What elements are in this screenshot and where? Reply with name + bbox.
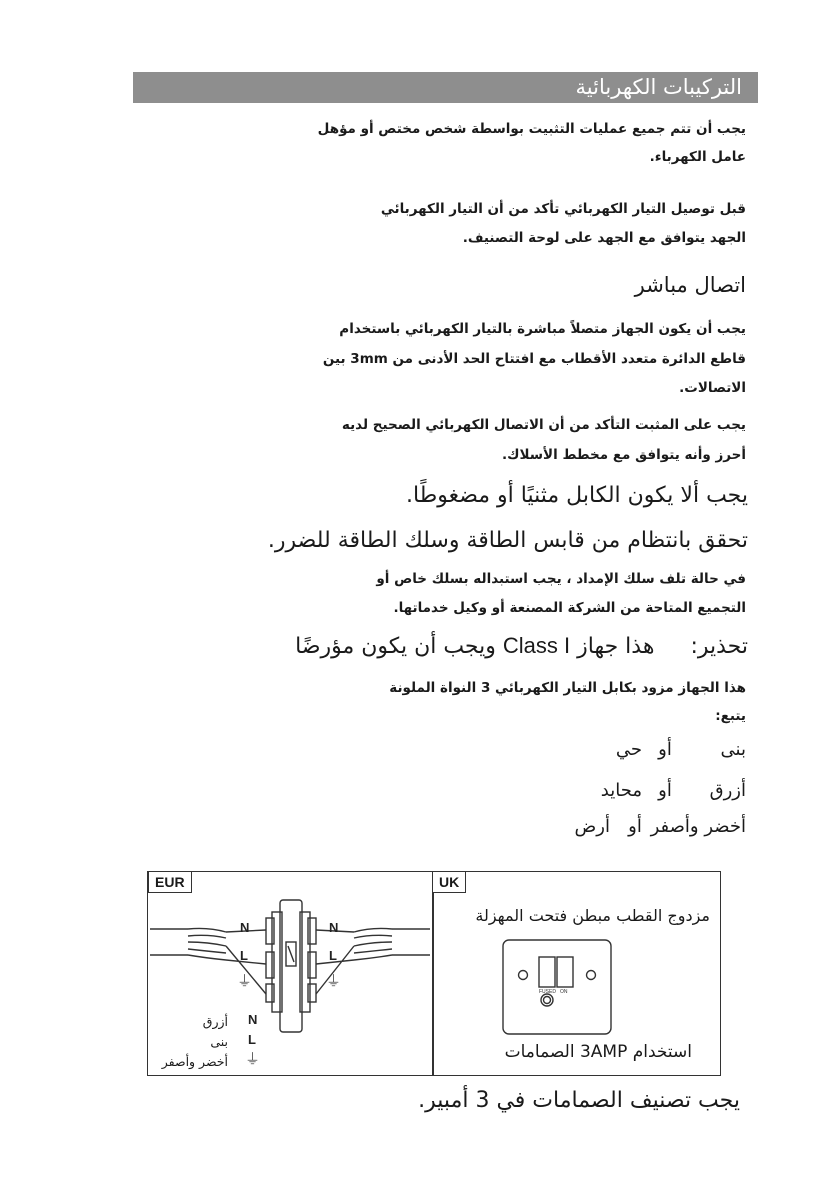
eur-label: EUR (148, 872, 192, 893)
wire-row-brown (616, 739, 746, 760)
wire-or: أو (658, 739, 672, 760)
eur-left-l: L (240, 948, 248, 963)
legend-green-yellow: أخضر وأصفر (161, 1054, 228, 1069)
legend-earth: ⏚ (245, 1051, 261, 1068)
warning-line (295, 633, 748, 659)
eur-legend (144, 1012, 228, 1072)
eur-right-n: N (329, 920, 339, 935)
damage-line-2: التجميع المتاحة من الشركة المصنعة أو وكيل خدماتها. (393, 600, 746, 616)
fused-text: FUSED (539, 989, 556, 995)
legend-blue: أزرق (202, 1014, 228, 1029)
eur-right-l: L (329, 948, 337, 963)
wire-role: أرض (574, 816, 610, 837)
uk-label: UK (432, 872, 466, 893)
legend-n: N (248, 1012, 258, 1027)
fuse-rating-note: يجب تصنيف الصمامات في 3 أمبير. (418, 1088, 740, 1113)
check-line-1: قبل توصيل التيار الكهربائي تأكد من أن التيار الكهربائي (380, 201, 746, 217)
legend-brown: بنى (210, 1034, 228, 1049)
on-text: ON (560, 989, 568, 995)
intro-line-2: عامل الكهرباء. (649, 149, 746, 165)
check-plug-note: تحقق بانتظام من قابس الطاقة وسلك الطاقة للضرر. (267, 528, 748, 553)
cable-info-line-2: يتبع: (715, 708, 746, 724)
wire-color: أزرق (709, 780, 746, 801)
section-header (133, 72, 758, 103)
wire-row-blue (601, 780, 746, 801)
wire-role: حي (615, 739, 642, 760)
direct-connection-title: اتصال مباشر (634, 273, 746, 297)
wire-color: بنى (720, 739, 746, 760)
wire-color: أخضر وأصفر (650, 816, 746, 837)
eur-left-n: N (240, 920, 250, 935)
cable-note: يجب ألا يكون الكابل مثنيًا أو مضغوطًا. (406, 483, 748, 508)
eur-left-earth: ⏚ (237, 973, 253, 990)
warning-label: تحذير: (690, 634, 748, 659)
damage-line-1: في حالة تلف سلك الإمداد ، يجب استبداله بسلك خاص أو (376, 571, 746, 587)
wiring-diagram (147, 871, 721, 1076)
wire-or: أو (628, 816, 642, 837)
legend-l: L (248, 1032, 256, 1047)
wire-row-green-yellow (575, 816, 746, 837)
intro-line-1: يجب أن تتم جميع عمليات التثبيت بواسطة شخص مختص أو مؤهل (317, 121, 746, 137)
installer-line-2: أحرز وأنه يتوافق مع مخطط الأسلاك. (502, 447, 746, 463)
direct-line-2: قاطع الدائرة متعدد الأقطاب مع افتتاح الحد الأدنى من 3mm بين (322, 351, 746, 367)
warning-class: Class I (502, 633, 571, 658)
direct-line-1: يجب أن يكون الجهاز متصلاً مباشرة بالتيار الكهربائي باستخدام (339, 321, 746, 337)
cable-info-line-1: هذا الجهاز مزود بكابل التيار الكهربائي 3 النواة الملونة (389, 680, 746, 696)
warning-text-b: ويجب أن يكون مؤرضًا (295, 634, 496, 659)
uk-title: مزدوج القطب مبطن فتحت المهزلة (475, 906, 710, 925)
direct-line-3: الاتصالات. (679, 380, 746, 396)
section-title: التركيبات الكهربائية (575, 75, 742, 99)
uk-caption: استخدام 3AMP الصمامات (504, 1042, 692, 1062)
check-line-2: الجهد يتوافق مع الجهد على لوحة التصنيف. (462, 230, 746, 246)
wire-or: أو (658, 780, 672, 801)
eur-right-earth: ⏚ (326, 973, 342, 990)
warning-text-a: هذا جهاز (577, 634, 655, 659)
installer-line-1: يجب على المثبت التأكد من أن الاتصال الكهربائي الصحيح لديه (341, 417, 746, 433)
wire-role: محايد (600, 780, 642, 801)
